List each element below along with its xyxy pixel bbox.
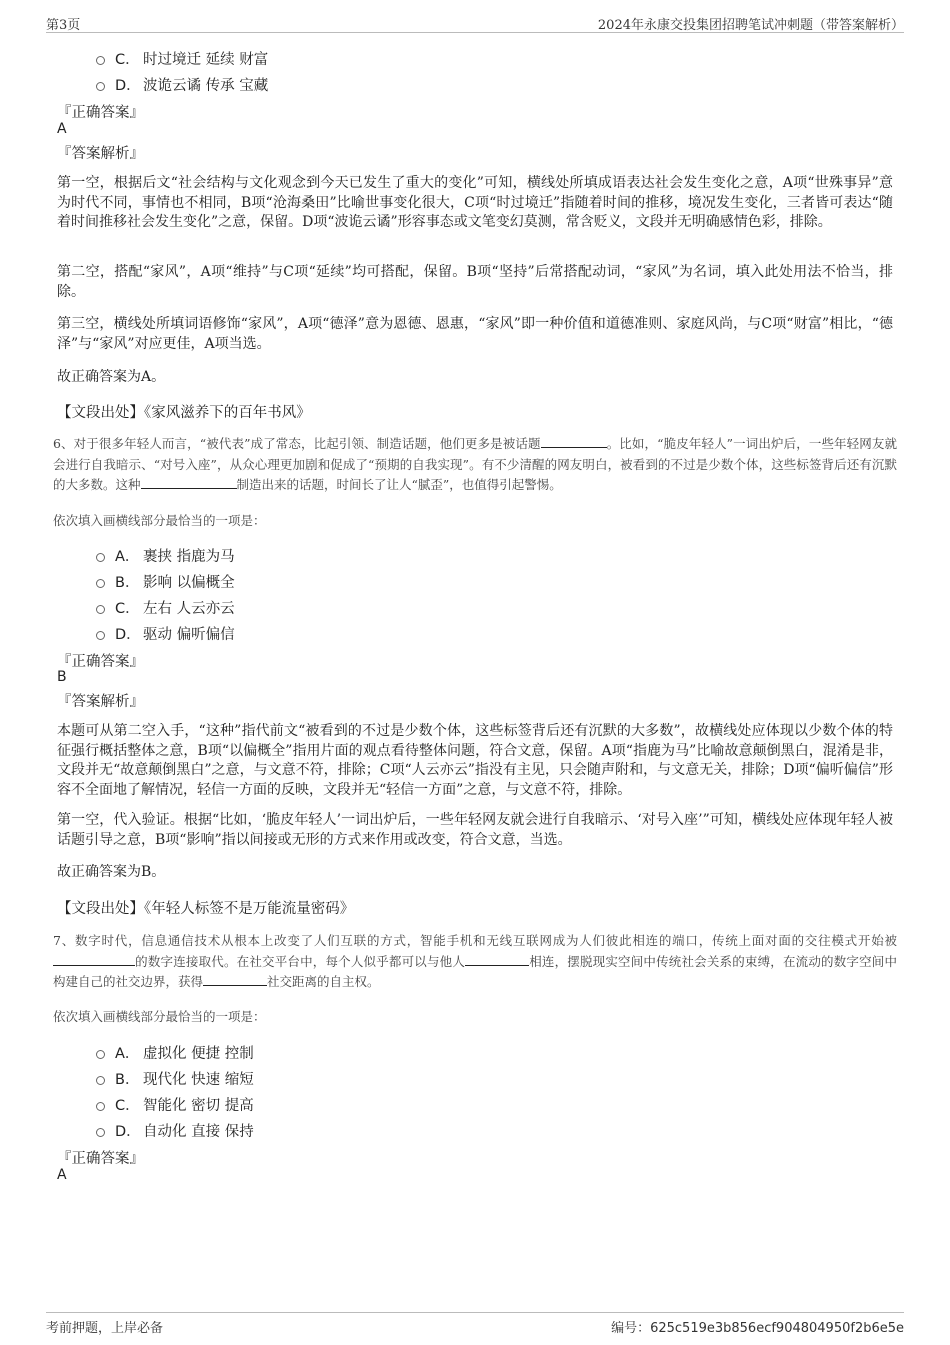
correct-answer: A [57, 121, 67, 137]
analysis-label: 『答案解析』 [57, 694, 144, 710]
analysis-paragraph: 第一空，根据后文“社会结构与文化观念到今天已发生了重大的变化”可知，横线处所填成语表达社会发生变化之意，A项“世殊事异”意为时代不同，事情也不相同，B项“沧海桑田”比喻世事变化很大，C项“时过境迁”指随着时间的推移，境况发生变化，三者皆可表达“随着时间推移社会发生变化”之意，保留。D项“波诡云谲”形容事态或文笔变幻莫测，常含贬义，文段并无明确感情色彩，排除。 [57, 175, 893, 230]
analysis-paragraph: 第二空，搭配“家风”，A项“维持”与C项“延续”均可搭配，保留。B项“坚持”后常搭配动词，“家风”为名词，填入此处用法不恰当，排除。 [57, 264, 893, 300]
fill-blank [203, 985, 267, 986]
analysis-paragraph: 第三空，横线处所填词语修饰“家风”，A项“德泽”意为恩德、恩惠，“家风”即一种价值和道德准则、家庭风尚，与C项“财富”相比，“德泽”与“家风”对应更佳，A项当选。 [57, 316, 893, 352]
q6-option-d[interactable]: D． 驱动 偏听偏信 [96, 623, 235, 644]
q7-option-d[interactable]: D． 自动化 直接 保持 [96, 1120, 254, 1141]
q6-option-c[interactable]: C． 左右 人云亦云 [96, 597, 235, 618]
correct-answer: B [57, 669, 67, 685]
correct-answer-label: 『正确答案』 [57, 105, 144, 121]
q7-option-b[interactable]: B． 现代化 快速 缩短 [96, 1068, 254, 1089]
fill-blank [465, 965, 529, 966]
analysis-conclusion: 故正确答案为B。 [57, 864, 166, 880]
question-stem: 6、对于很多年轻人而言，“被代表”成了常态，比起引领、制造话题，他们更多是被话题 。比如，“脆皮年轻人”一词出炉后，一些年轻网友就会进行自我暗示、“对号入座”，从众心理更加剧和促成了“预期的自我实现”。有不少清醒的网友明白，被看到的不过是少数个体，这些标签背后还有沉默的大多数。这种 制造出来的话题，时间长了让人“腻歪”，也值得引起警惕。 [53, 436, 897, 492]
q7-option-a[interactable]: A． 虚拟化 便捷 控制 [96, 1042, 254, 1063]
fill-blank [53, 965, 135, 966]
q6-option-a[interactable]: A． 裹挟 指鹿为马 [96, 545, 235, 566]
radio-icon[interactable] [96, 605, 105, 614]
analysis-conclusion: 故正确答案为A。 [57, 369, 166, 385]
footer-slogan: 考前押题，上岸必备 [46, 1321, 164, 1336]
page-number: 第3页 [46, 18, 81, 33]
page-footer [46, 1312, 904, 1339]
question-instruction: 依次填入画横线部分最恰当的一项是： [53, 513, 266, 528]
radio-icon[interactable] [96, 1050, 105, 1059]
radio-icon[interactable] [96, 82, 105, 91]
fill-blank [541, 447, 607, 448]
correct-answer-label: 『正确答案』 [57, 654, 144, 670]
q6-option-b[interactable]: B． 影响 以偏概全 [96, 571, 235, 592]
radio-icon[interactable] [96, 579, 105, 588]
q5-option-c[interactable]: C． 时过境迁 延续 财富 [96, 48, 268, 69]
question-instruction: 依次填入画横线部分最恰当的一项是： [53, 1009, 266, 1024]
correct-answer-label: 『正确答案』 [57, 1151, 144, 1167]
radio-icon[interactable] [96, 553, 105, 562]
radio-icon[interactable] [96, 1128, 105, 1137]
document-title: 2024年永康交投集团招聘笔试冲刺题（带答案解析） [597, 18, 904, 33]
q7-option-c[interactable]: C． 智能化 密切 提高 [96, 1094, 254, 1115]
radio-icon[interactable] [96, 631, 105, 640]
correct-answer: A [57, 1167, 67, 1183]
q5-option-d[interactable]: D． 波诡云谲 传承 宝藏 [96, 74, 268, 95]
document-code: 编号：625c519e3b856ecf904804950f2b6e5e [611, 1321, 904, 1336]
source-citation: 【文段出处】《家风滋养下的百年书风》 [57, 405, 311, 421]
analysis-label: 『答案解析』 [57, 146, 144, 162]
source-citation: 【文段出处】《年轻人标签不是万能流量密码》 [57, 901, 355, 917]
radio-icon[interactable] [96, 1102, 105, 1111]
page-header [46, 14, 904, 33]
radio-icon[interactable] [96, 56, 105, 65]
question-stem: 7、数字时代，信息通信技术从根本上改变了人们互联的方式，智能手机和无线互联网成为人们彼此相连的端口，传统上面对面的交往模式开始被的数字连接取代。在社交平台中，每个人似乎都可以与他人 相连，摆脱现实空间中传统社会关系的束缚，在流动的数字空间中构建自己的社交边界，获得 社交距离的自主权。 [53, 933, 897, 989]
fill-blank [141, 488, 237, 489]
analysis-paragraph: 本题可从第二空入手，“这种”指代前文“被看到的不过是少数个体，这些标签背后还有沉默的大多数”，故横线处应体现以少数个体的特征强行概括整体之意，B项“以偏概全”指用片面的观点看待整体问题，符合文意，保留。A项“指鹿为马”比喻故意颠倒黑白，混淆是非，文段并无“故意颠倒黑白”之意，与文意不符，排除；C项“人云亦云”指没有主见，只会随声附和，与文意无关，排除；D项“偏听偏信”形容不全面地了解情况，轻信一方面的反映，文段并无“轻信一方面”之意，与文意不符，排除。 [57, 723, 893, 798]
analysis-paragraph: 第一空，代入验证。根据“比如，‘脆皮年轻人’一词出炉后，一些年轻网友就会进行自我暗示、‘对号入座’”可知，横线处应体现年轻人被话题引导之意，B项“影响”指以间接或无形的方式来作用或改变，符合文意，当选。 [57, 812, 893, 848]
radio-icon[interactable] [96, 1076, 105, 1085]
